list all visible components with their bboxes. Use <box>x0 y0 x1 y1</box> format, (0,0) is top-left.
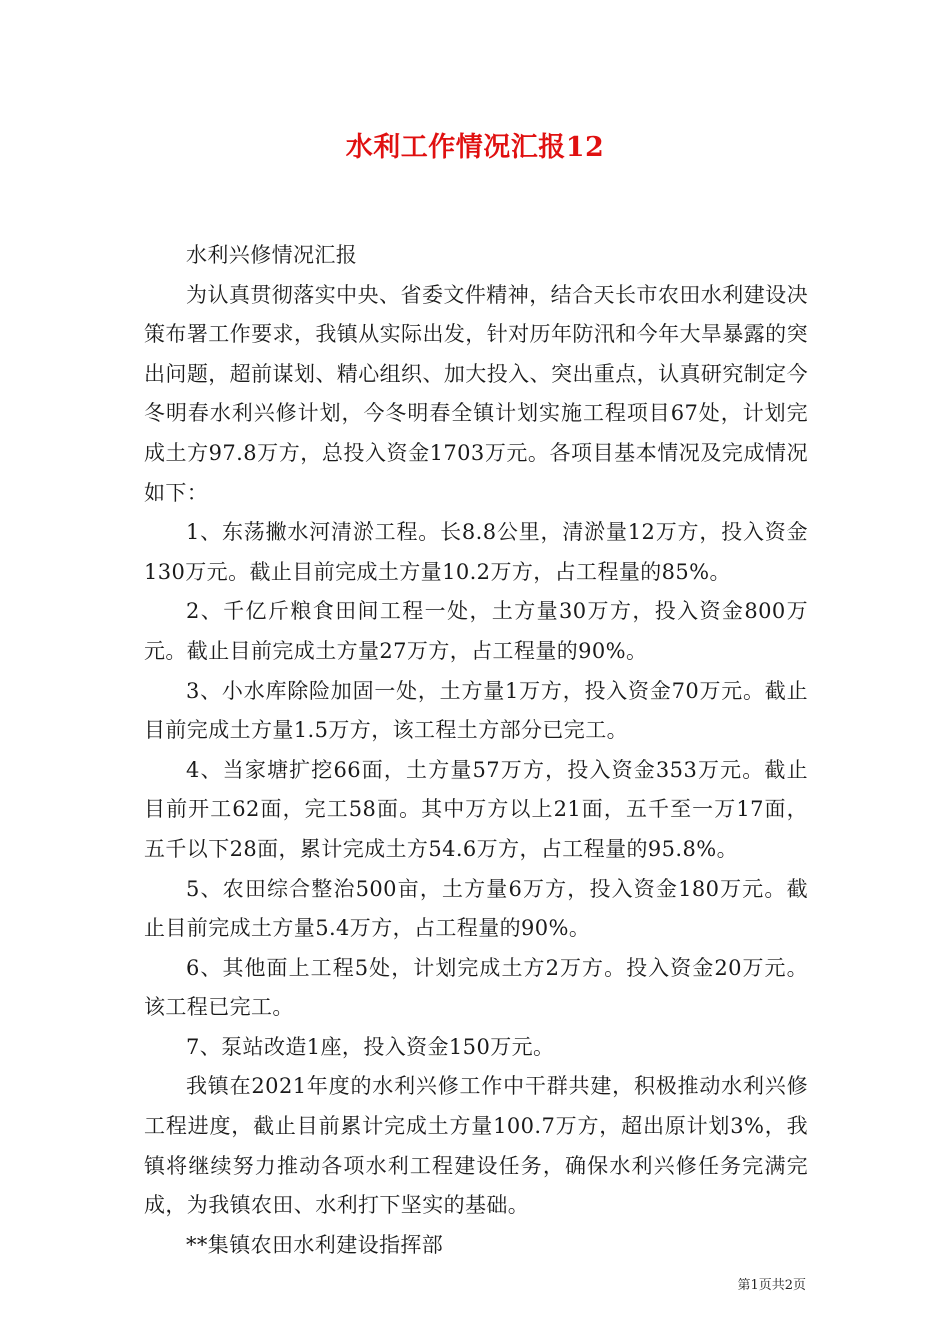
item-paragraph-1: 1、东荡撇水河清淤工程。长8.8公里，清淤量12万方，投入资金130万元。截止目前完成土方量10.2万方，占工程量的85%。 <box>144 520 808 584</box>
item-paragraph-7: 7、泵站改造1座，投入资金150万元。 <box>186 1034 555 1059</box>
document-body <box>144 236 808 1265</box>
intro-paragraph: 为认真贯彻落实中央、省委文件精神，结合天长市农田水利建设决策布署工作要求，我镇从实际出发，针对历年防汛和今年大旱暴露的突出问题，超前谋划、精心组织、加大投入、突出重点，认真研究制定今冬明春水利兴修计划，今冬明春全镇计划实施工程项目67处，计划完成土方97.8万方，总投入资金1703万元。各项目基本情况及完成情况如下： <box>144 282 808 505</box>
page-number: 第1页共2页 <box>737 1278 806 1293</box>
signature-line: **集镇农田水利建设指挥部 <box>186 1232 444 1257</box>
item-paragraph-3: 3、小水库除险加固一处，土方量1万方，投入资金70万元。截止目前完成土方量1.5万方，该工程土方部分已完工。 <box>144 678 808 743</box>
item-paragraph-4: 4、当家塘扩挖66面，土方量57万方，投入资金353万元。截止目前开工62面，完工58面。其中万方以上21面，五千至一万17面，五千以下28面，累计完成土方54.6万方，占工程量的95.8%。 <box>144 757 808 861</box>
section-heading: 水利兴修情况汇报 <box>186 243 358 267</box>
item-paragraph-2: 2、千亿斤粮食田间工程一处，土方量30万方，投入资金800万元。截止目前完成土方量27万方，占工程量的90%。 <box>144 599 808 663</box>
summary-paragraph: 我镇在2021年度的水利兴修工作中干群共建，积极推动水利兴修工程进度，截止目前累计完成土方量100.7万方，超出原计划3%，我镇将继续努力推动各项水利工程建设任务，确保水利兴修任务完满完成，为我镇农田、水利打下坚实的基础。 <box>144 1074 808 1218</box>
document-title: 水利工作情况汇报12 <box>345 132 605 163</box>
item-paragraph-6: 6、其他面上工程5处，计划完成土方2万方。投入资金20万元。该工程已完工。 <box>144 955 808 1020</box>
item-paragraph-5: 5、农田综合整治500亩，土方量6万方，投入资金180万元。截止目前完成土方量5.4万方，占工程量的90%。 <box>144 876 808 941</box>
